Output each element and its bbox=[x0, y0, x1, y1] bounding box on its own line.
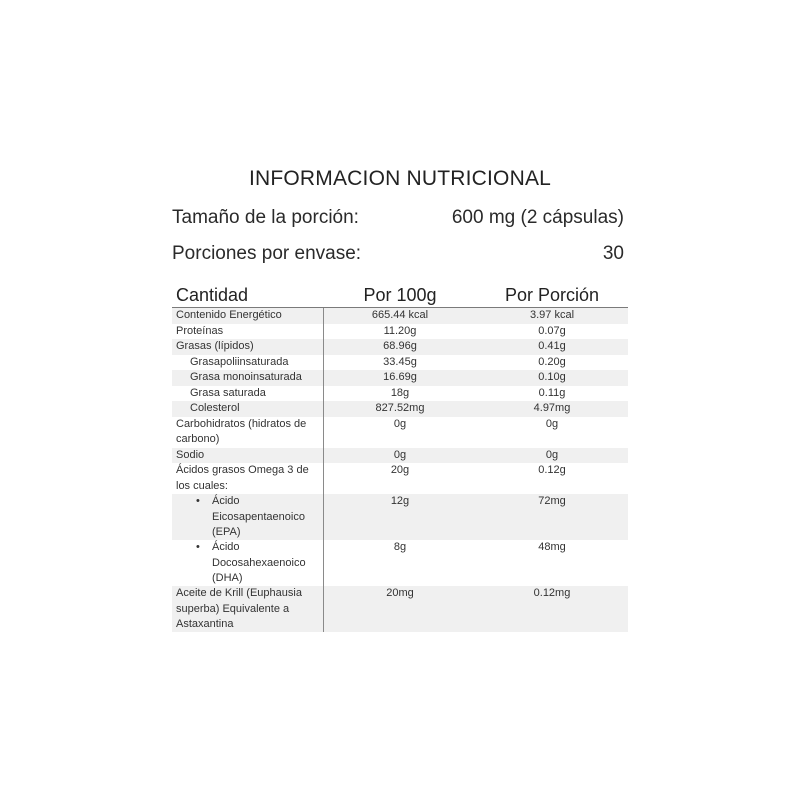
row-per-serving: 4.97mg bbox=[533, 402, 571, 414]
table-row bbox=[172, 417, 628, 448]
row-per-serving: 0.07g bbox=[538, 324, 566, 337]
table-row bbox=[172, 463, 628, 494]
bullet-icon: • bbox=[196, 541, 200, 553]
row-per-100g: 68.96g bbox=[383, 340, 417, 352]
serving-size-row bbox=[172, 207, 624, 229]
table-row bbox=[172, 308, 628, 324]
row-per-serving: 0.20g bbox=[538, 355, 566, 368]
table-row bbox=[172, 401, 628, 417]
row-per-100g: 827.52mg bbox=[375, 402, 425, 414]
header-cantidad: Cantidad bbox=[176, 285, 249, 305]
servings-per-container-row bbox=[172, 243, 624, 265]
servings-per-container-label: Porciones por envase: bbox=[172, 243, 362, 264]
table-row bbox=[172, 370, 628, 386]
servings-per-container-value: 30 bbox=[602, 243, 624, 264]
row-name: Ácido Docosahexaenoico (DHA) bbox=[212, 541, 306, 584]
serving-size-value: 600 mg (2 cápsulas) bbox=[451, 207, 624, 228]
serving-size-label: Tamaño de la porción: bbox=[172, 207, 359, 228]
row-per-100g: 18g bbox=[390, 386, 410, 399]
row-per-serving: 0.12mg bbox=[533, 587, 571, 599]
row-name: Ácidos grasos Omega 3 de los cuales: bbox=[172, 463, 324, 494]
row-per-100g: 33.45g bbox=[383, 355, 417, 368]
row-per-100g: 11.20g bbox=[383, 324, 417, 337]
row-name: Sodio bbox=[172, 448, 324, 464]
row-name: Contenido Energético bbox=[172, 308, 324, 324]
table-row bbox=[172, 586, 628, 632]
row-per-serving: 3.97 kcal bbox=[529, 309, 575, 321]
row-name: Grasa saturada bbox=[172, 386, 324, 402]
table-row bbox=[172, 386, 628, 402]
table-row bbox=[172, 355, 628, 371]
table-row bbox=[172, 339, 628, 355]
nutrition-table bbox=[172, 280, 628, 632]
table-row bbox=[172, 540, 628, 586]
row-per-serving: 0.10g bbox=[538, 371, 566, 383]
row-per-100g: 8g bbox=[393, 541, 407, 553]
row-name: Ácido Eicosapentaenoico (EPA) bbox=[212, 495, 305, 538]
table-row bbox=[172, 494, 628, 540]
row-per-serving: 0.11g bbox=[538, 386, 566, 399]
row-name: Aceite de Krill (Euphausia superba) Equivalente a Astaxantina bbox=[172, 586, 324, 632]
row-per-serving: 0g bbox=[545, 417, 559, 430]
row-name-bullet bbox=[172, 494, 324, 540]
row-name: Grasapoliinsaturada bbox=[172, 355, 324, 371]
page-title: INFORMACION NUTRICIONAL bbox=[248, 167, 552, 190]
row-name: Proteínas bbox=[172, 324, 324, 340]
row-per-serving: 48mg bbox=[538, 541, 566, 553]
row-name: Carbohidratos (hidratos de carbono) bbox=[172, 417, 324, 448]
row-per-100g: 0g bbox=[393, 448, 407, 461]
row-per-serving: 0.41g bbox=[538, 340, 566, 352]
row-per-serving: 0g bbox=[545, 448, 559, 461]
table-header bbox=[172, 280, 628, 308]
table-row bbox=[172, 324, 628, 340]
header-por-100g: Por 100g bbox=[363, 285, 437, 305]
table-row bbox=[172, 448, 628, 464]
row-per-100g: 20g bbox=[390, 464, 410, 476]
row-per-serving: 72mg bbox=[538, 495, 566, 507]
row-name: Grasa monoinsaturada bbox=[172, 370, 324, 386]
row-per-100g: 12g bbox=[390, 495, 410, 507]
row-per-100g: 16.69g bbox=[383, 371, 417, 383]
row-name: Grasas (lípidos) bbox=[172, 339, 324, 355]
row-name-bullet bbox=[172, 540, 324, 586]
row-per-100g: 665.44 kcal bbox=[371, 309, 429, 321]
row-per-serving: 0.12g bbox=[538, 464, 566, 476]
row-per-100g: 20mg bbox=[386, 587, 414, 599]
row-name: Colesterol bbox=[172, 401, 324, 417]
bullet-icon: • bbox=[196, 495, 200, 507]
row-per-100g: 0g bbox=[393, 417, 407, 430]
header-por-porcion: Por Porción bbox=[504, 285, 600, 305]
